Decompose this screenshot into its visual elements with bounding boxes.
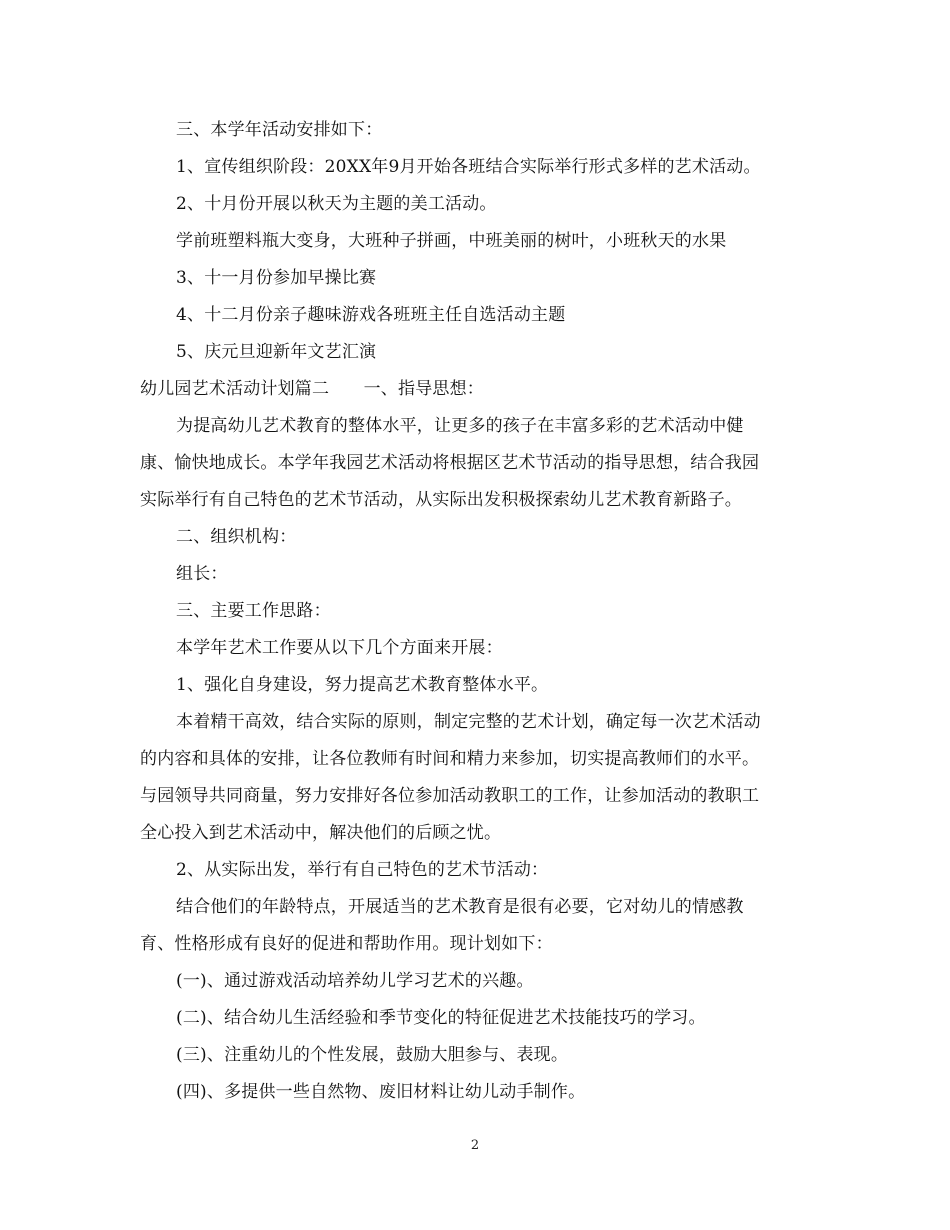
plan-item-4: (四)、多提供一些自然物、废旧材料让幼儿动手制作。 bbox=[176, 1082, 586, 1102]
field-team-leader: 组长： bbox=[176, 564, 228, 584]
list-item-new-year-show: 5、庆元旦迎新年文艺汇演 bbox=[176, 342, 377, 362]
list-item-december-games: 4、十二月份亲子趣味游戏各班班主任自选活动主题 bbox=[176, 305, 566, 325]
list-item-from-reality: 2、从实际出发，举行有自己特色的艺术节活动： bbox=[176, 860, 549, 880]
section-heading-work-ideas: 三、主要工作思路： bbox=[176, 601, 331, 621]
list-item-october-art: 2、十月份开展以秋天为主题的美工活动。 bbox=[176, 194, 497, 214]
paragraph-principle-line-3: 与园领导共同商量，努力安排好各位参加活动教职工的工作，让参加活动的教职工 bbox=[140, 786, 760, 806]
plan-item-3: (三)、注重幼儿的个性发展，鼓励大胆参与、表现。 bbox=[176, 1045, 569, 1065]
paragraph-age-line-1: 结合他们的年龄特点，开展适当的艺术教育是很有必要，它对幼儿的情感教 bbox=[176, 897, 744, 917]
list-item-publicity-stage: 1、宣传组织阶段：20XX年9月开始各班结合实际举行形式多样的艺术活动。 bbox=[176, 157, 761, 177]
paragraph-work-intro: 本学年艺术工作要从以下几个方面来开展： bbox=[176, 638, 503, 658]
list-item-self-building: 1、强化自身建设，努力提高艺术教育整体水平。 bbox=[176, 675, 549, 695]
paragraph-guiding-line-2: 康、愉快地成长。本学年我园艺术活动将根据区艺术节活动的指导思想，结合我园 bbox=[140, 453, 760, 473]
paragraph-principle-line-2: 的内容和具体的安排，让各位教师有时间和精力来参加，切实提高教师们的水平。 bbox=[140, 749, 760, 769]
paragraph-principle-line-4: 全心投入到艺术活动中，解决他们的后顾之忧。 bbox=[140, 823, 502, 843]
paragraph-guiding-line-3: 实际举行有自己特色的艺术节活动，从实际出发积极探索幼儿艺术教育新路子。 bbox=[140, 490, 742, 510]
plan-item-1: (一)、通过游戏活动培养幼儿学习艺术的兴趣。 bbox=[176, 971, 534, 991]
paragraph-principle-line-1: 本着精干高效，结合实际的原则，制定完整的艺术计划，确定每一次艺术活动 bbox=[176, 712, 761, 732]
paragraph-class-activities: 学前班塑料瓶大变身，大班种子拼画，中班美丽的树叶，小班秋天的水果 bbox=[176, 231, 727, 251]
section-heading-activity-schedule: 三、本学年活动安排如下： bbox=[176, 120, 383, 140]
paragraph-guiding-line-1: 为提高幼儿艺术教育的整体水平，让更多的孩子在丰富多彩的艺术活动中健 bbox=[176, 416, 744, 436]
section-heading-organization: 二、组织机构： bbox=[176, 527, 297, 547]
paragraph-age-line-2: 育、性格形成有良好的促进和帮助作用。现计划如下： bbox=[140, 934, 553, 954]
page-number: 2 bbox=[470, 1138, 480, 1153]
list-item-november-exercise: 3、十一月份参加早操比赛 bbox=[176, 268, 377, 288]
chapter-heading-plan-two: 幼儿园艺术活动计划篇二 一、指导思想： bbox=[140, 379, 484, 399]
plan-item-2: (二)、结合幼儿生活经验和季节变化的特征促进艺术技能技巧的学习。 bbox=[176, 1008, 706, 1028]
